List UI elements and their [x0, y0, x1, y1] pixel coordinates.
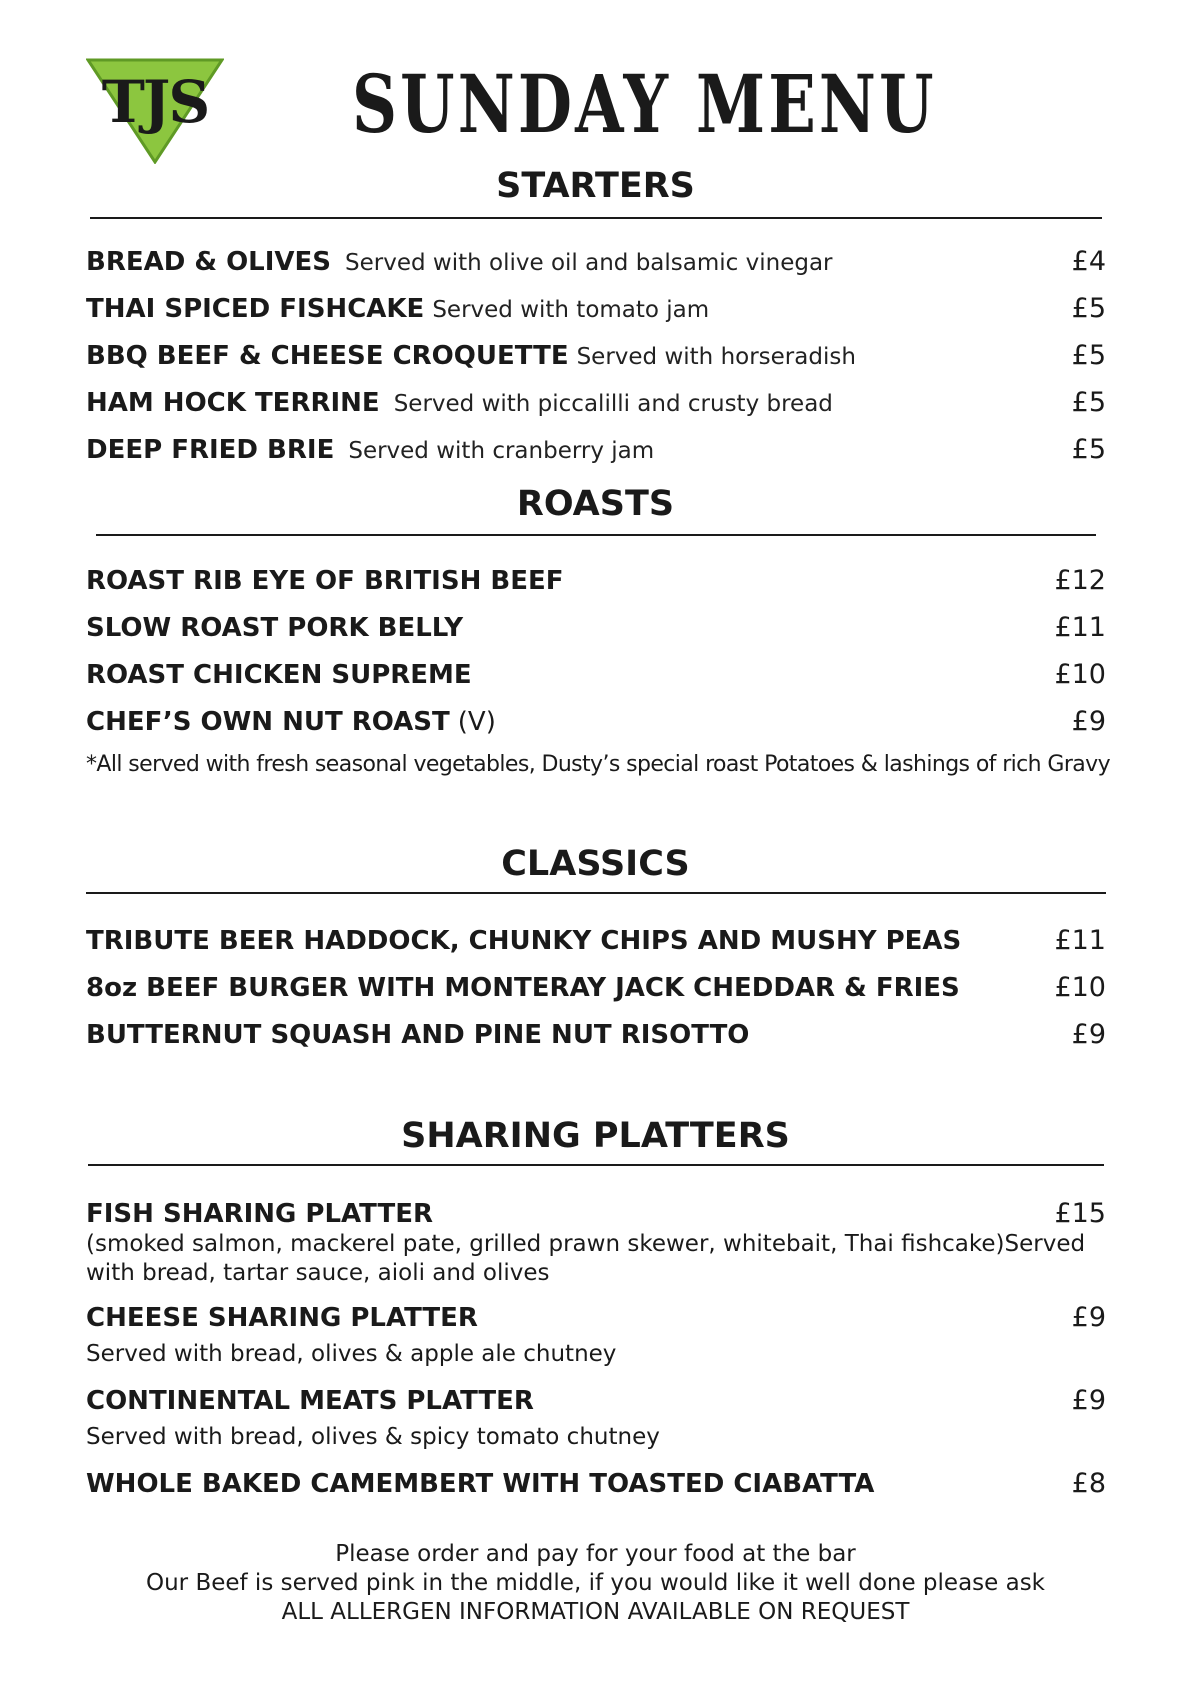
menu-title: SUNDAY MENU [352, 57, 937, 151]
item-name: ROAST RIB EYE OF BRITISH BEEF [86, 566, 564, 596]
item-description: Served with olive oil and balsamic vinegar [345, 250, 833, 276]
item-price: £12 [1054, 565, 1106, 596]
platter-item [86, 1464, 1106, 1504]
item-price: £5 [1071, 293, 1106, 324]
footer-beef-note: Our Beef is served pink in the middle, if you would like it well done please ask [146, 1570, 1045, 1596]
roast-item [86, 702, 1106, 742]
item-name: BBQ BEEF & CHEESE CROQUETTE [86, 341, 569, 371]
starter-item [86, 336, 1106, 376]
item-price: £5 [1071, 340, 1106, 371]
item-price: £9 [1071, 1385, 1106, 1416]
item-price: £9 [1071, 1302, 1106, 1333]
item-name: BREAD & OLIVES [86, 247, 332, 277]
sharing-divider [88, 1164, 1104, 1166]
roasts-heading: ROASTS [516, 484, 675, 524]
item-name: ROAST CHICKEN SUPREME [86, 660, 472, 690]
item-price: £8 [1071, 1468, 1106, 1499]
classics-divider [86, 892, 1106, 894]
classic-item [86, 1015, 1106, 1055]
item-price: £4 [1071, 246, 1106, 277]
platter-item [86, 1381, 1106, 1421]
platter-item [86, 1194, 1106, 1234]
item-description: Served with horseradish [576, 344, 856, 370]
footer-notes [0, 1540, 1191, 1627]
item-price: £9 [1071, 706, 1106, 737]
starter-item [86, 289, 1106, 329]
item-price: £5 [1071, 387, 1106, 418]
footer-order-note: Please order and pay for your food at the bar [335, 1541, 856, 1567]
item-name: THAI SPICED FISHCAKE [86, 294, 425, 324]
item-name: HAM HOCK TERRINE [86, 388, 380, 418]
item-price: £10 [1054, 972, 1106, 1003]
item-price: £15 [1054, 1198, 1106, 1229]
item-price: £11 [1054, 925, 1106, 956]
item-name: BUTTERNUT SQUASH AND PINE NUT RISOTTO [86, 1020, 750, 1050]
footer-allergen-note: ALL ALLERGEN INFORMATION AVAILABLE ON REQUEST [281, 1599, 910, 1625]
item-price: £10 [1054, 659, 1106, 690]
classics-heading: CLASSICS [501, 844, 690, 884]
roast-item [86, 561, 1106, 601]
item-name: WHOLE BAKED CAMEMBERT WITH TOASTED CIABATTA [86, 1469, 875, 1499]
item-name: DEEP FRIED BRIE [86, 435, 335, 465]
platter-item [86, 1298, 1106, 1338]
platter-description: Served with bread, olives & apple ale chutney [86, 1341, 617, 1367]
item-description: Served with tomato jam [432, 297, 710, 323]
item-price: £11 [1054, 612, 1106, 643]
starter-item [86, 430, 1106, 470]
roast-item [86, 608, 1106, 648]
item-name: FISH SHARING PLATTER [86, 1199, 434, 1229]
logo-text: TJS [101, 68, 209, 136]
vegetarian-marker: (V) [457, 707, 496, 737]
starters-divider [90, 217, 1102, 219]
item-name: CHEF’S OWN NUT ROAST [86, 707, 450, 737]
platter-description: (smoked salmon, mackerel pate, grilled prawn skewer, whitebait, Thai fishcake)Served with bread, tartar sauce, aioli and olives [86, 1231, 1086, 1286]
item-name: 8oz BEEF BURGER WITH MONTERAY JACK CHEDDAR & FRIES [86, 973, 960, 1003]
item-name: SLOW ROAST PORK BELLY [86, 613, 464, 643]
roasts-note: *All served with fresh seasonal vegetables, Dusty’s special roast Potatoes & lashings of rich Gravy [86, 752, 1111, 777]
item-price: £9 [1071, 1019, 1106, 1050]
tjs-logo [86, 58, 224, 164]
item-name: CONTINENTAL MEATS PLATTER [86, 1386, 534, 1416]
classic-item [86, 921, 1106, 961]
item-description: Served with cranberry jam [348, 438, 655, 464]
item-description: Served with piccalilli and crusty bread [393, 391, 833, 417]
item-name: TRIBUTE BEER HADDOCK, CHUNKY CHIPS AND MUSHY PEAS [86, 926, 962, 956]
platter-description: Served with bread, olives & spicy tomato chutney [86, 1424, 660, 1450]
item-price: £5 [1071, 434, 1106, 465]
starter-item [86, 383, 1106, 423]
roasts-divider [96, 534, 1096, 536]
starter-item [86, 242, 1106, 282]
item-name: CHEESE SHARING PLATTER [86, 1303, 478, 1333]
classic-item [86, 968, 1106, 1008]
sharing-platters-heading: SHARING PLATTERS [401, 1116, 790, 1156]
starters-heading: STARTERS [496, 166, 695, 206]
roast-item [86, 655, 1106, 695]
